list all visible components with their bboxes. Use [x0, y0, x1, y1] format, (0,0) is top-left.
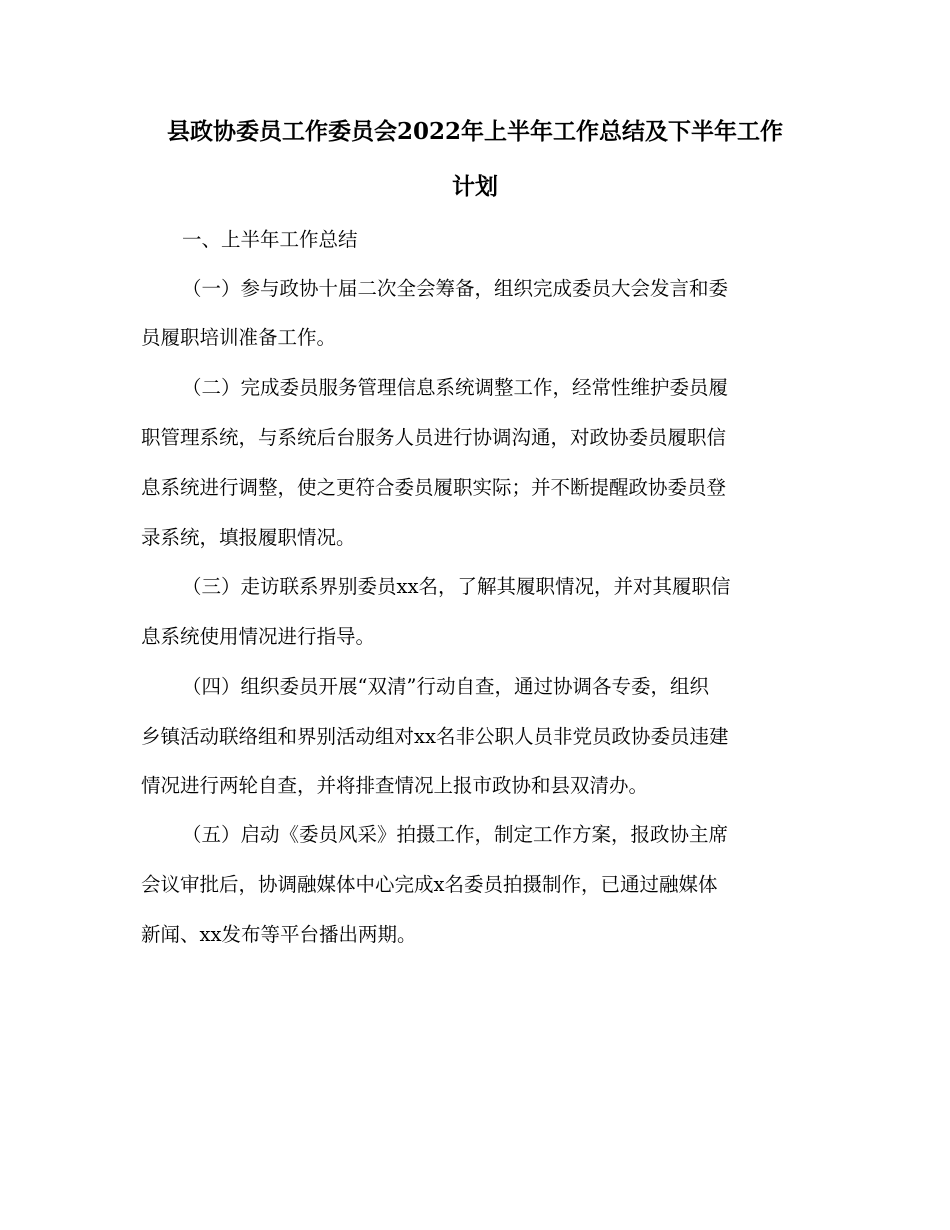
paragraph-line: （二）完成委员服务管理信息系统调整工作，经常性维护委员履	[182, 376, 729, 399]
paragraph-line: （四）组织委员开展“双清”行动自查，通过协调各专委，组织	[182, 675, 709, 698]
paragraph-line: 息系统使用情况进行指导。	[141, 625, 376, 648]
paragraph-line: 情况进行两轮自查，并将排查情况上报市政协和县双清办。	[141, 774, 649, 797]
section-heading: 一、上半年工作总结	[182, 228, 358, 251]
paragraph-line: 录系统，填报履职情况。	[141, 526, 356, 549]
document-title-line-2: 计划	[452, 173, 498, 200]
paragraph-line: （三）走访联系界别委员xx名，了解其履职情况，并对其履职信	[182, 575, 731, 598]
paragraph-line: 会议审批后，协调融媒体中心完成x名委员拍摄制作，已通过融媒体	[141, 873, 718, 896]
paragraph-line: 乡镇活动联络组和界别活动组对xx名非公职人员非党员政协委员违建	[141, 725, 729, 748]
paragraph-line: 新闻、xx发布等平台播出两期。	[141, 923, 417, 946]
paragraph-line: 职管理系统，与系统后台服务人员进行协调沟通，对政协委员履职信	[141, 426, 727, 449]
paragraph-line: （五）启动《委员风采》拍摄工作，制定工作方案，报政协主席	[182, 823, 729, 846]
document-title-line-1: 县政协委员工作委员会2022年上半年工作总结及下半年工作	[166, 118, 783, 145]
paragraph-line: （一）参与政协十届二次全会筹备，组织完成委员大会发言和委	[182, 277, 729, 300]
paragraph-line: 员履职培训准备工作。	[141, 326, 337, 349]
paragraph-line: 息系统进行调整，使之更符合委员履职实际；并不断提醒政协委员登	[141, 476, 727, 499]
